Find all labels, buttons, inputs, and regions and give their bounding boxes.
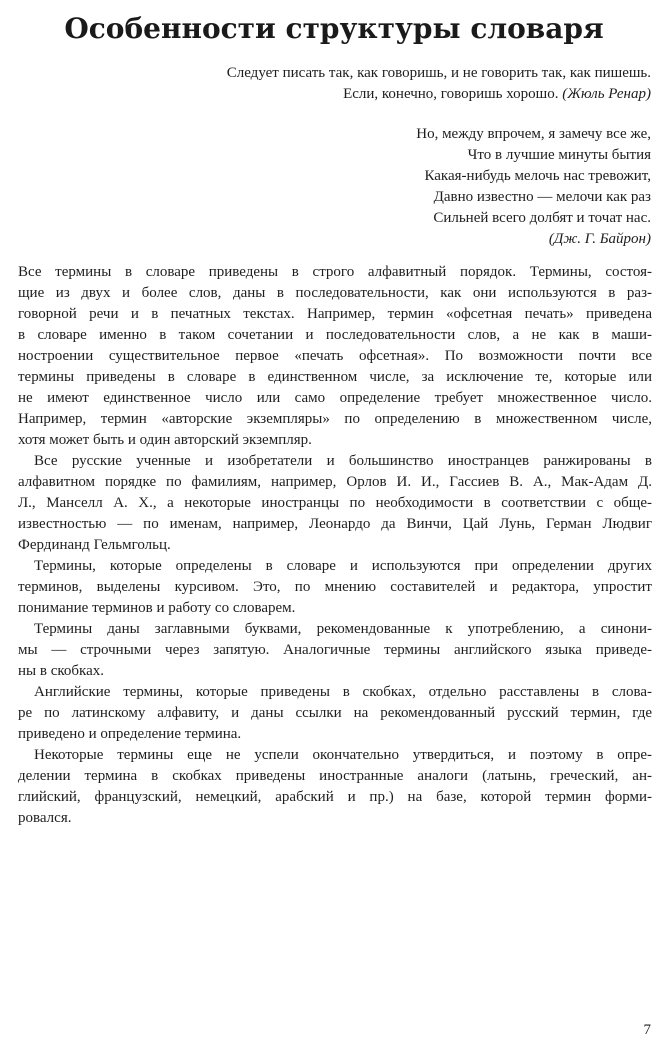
epigraph-line: Какая-нибудь мелочь нас тревожит,: [424, 168, 651, 184]
paragraph-capitals: [18, 619, 652, 682]
text-line: щие из двух и более слов, даны в последовательности, как они используются в раз-: [18, 285, 652, 301]
text-line: терминов, выделены курсивом. Это, по мнению составителей и редактора, упростит: [18, 579, 652, 595]
epigraph-line: Давно известно — мелочи как раз: [433, 189, 651, 205]
text-line: ностроении существительное первое «печать офсетная». По возможности почти все: [18, 348, 652, 364]
paragraph-english: [18, 682, 652, 745]
epigraph-renard: [131, 63, 651, 105]
epigraph-line: Следует писать так, как говоришь, и не говорить так, как пишешь.: [226, 65, 651, 81]
text-line: Некоторые термины еще не успели окончательно утвердиться, и поэтому в опре-: [34, 747, 652, 763]
text-line: Термины даны заглавными буквами, рекомендованные к употреблению, а синони-: [34, 621, 652, 637]
paragraph-names: [18, 451, 652, 556]
text-line: ре по латинскому алфавиту, и даны ссылки на рекомендованный русский термин, где: [18, 705, 652, 721]
text-line: не имеют единственное число или само определение требует множественное число.: [18, 390, 652, 406]
text-line: Фердинанд Гельмгольц.: [18, 537, 171, 553]
epigraph-line: Что в лучшие минуты бытия: [467, 147, 651, 163]
text-line: Л., Манселл А. Х., а некоторые иностранцы по необходимости в соответствии с обще-: [18, 495, 652, 511]
text-line: термины приведены в словаре в единственном числе, за исключение те, которые или: [18, 369, 652, 385]
text-line: мы — строчными через запятую. Аналогичные термины английского языка приведе-: [18, 642, 652, 658]
body-text: [18, 262, 652, 829]
epigraph-line: Но, между впрочем, я замечу все же,: [416, 126, 651, 142]
text-line: Все русские ученные и изобретатели и большинство иностранцев ранжированы в: [34, 453, 652, 469]
text-line: алфавитном порядке по фамилиям, например, Орлов И. И., Гассиев В. А., Мак-Адам Д.: [18, 474, 652, 490]
page-number: 7: [643, 1022, 651, 1038]
text-line: говорной речи и в печатных текстах. Например, термин «офсетная печать» приведена: [18, 306, 652, 322]
text-line: Английские термины, которые приведены в скобках, отдельно расставлены в слова-: [34, 684, 652, 700]
text-line: глийский, французский, немецкий, арабский и пр.) на базе, которой термин форми-: [18, 789, 652, 805]
epigraph-author: (Жюль Ренар): [562, 86, 651, 102]
text-line: делении термина в скобках приведены иностранные аналоги (латынь, греческий, ан-: [18, 768, 652, 784]
epigraph-author: (Дж. Г. Байрон): [548, 231, 651, 247]
text-line: Все термины в словаре приведены в строго алфавитный порядок. Термины, состоя-: [18, 264, 652, 280]
text-line: понимание терминов и работу со словарем.: [18, 600, 296, 616]
text-line: Термины, которые определены в словаре и используются при определении других: [34, 558, 652, 574]
epigraph-line: Если, конечно, говоришь хорошо. (Жюль Ренар): [343, 86, 651, 102]
paragraph-italics: [18, 556, 652, 619]
text-line: в словаре именно в таком сочетании и последовательности слов, а не как в маши-: [18, 327, 652, 343]
text-line: хотя может быть и один авторский экземпляр.: [18, 432, 312, 448]
text-line: известностью — по именам, например, Леонардо да Винчи, Цай Лунь, Герман Людвиг: [18, 516, 652, 532]
epigraph-line: Сильней всего долбят и точат нас.: [433, 210, 651, 226]
paragraph-word-order: [18, 262, 652, 451]
text-line: приведено и определение термина.: [18, 726, 242, 742]
epigraph-byron: [231, 124, 651, 250]
text-line: Например, термин «авторские экземпляры» по определению в множественном числе,: [18, 411, 652, 427]
page-title: Особенности структуры словаря: [64, 12, 604, 45]
text-line: ны в скобках.: [18, 663, 104, 679]
text-line: ровался.: [18, 810, 72, 826]
paragraph-foreign-analogues: [18, 745, 652, 829]
